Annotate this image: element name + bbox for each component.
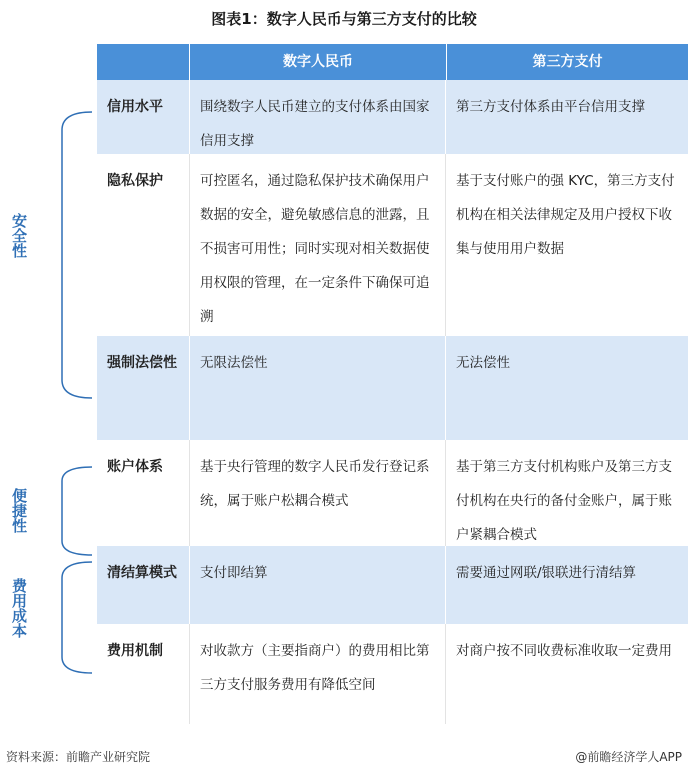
header-dcep: 数字人民币	[190, 44, 447, 80]
feature-cell: 信用水平	[107, 99, 163, 115]
table-row	[97, 440, 688, 546]
group-label-cost	[9, 578, 29, 643]
dcep-cell: 无限法偿性	[189, 336, 445, 440]
source-note: 资料来源：前瞻产业研究院	[6, 750, 151, 764]
header-third-party: 第三方支付	[532, 54, 603, 70]
dcep-cell: 对收款方（主要指商户）的费用相比第三方支付服务费用有降低空间	[189, 624, 445, 724]
table-row	[97, 336, 688, 440]
brand-note: @前瞻经济学人APP	[575, 750, 682, 764]
third-party-cell: 基于第三方支付机构账户及第三方支付机构在央行的备付金账户，属于账户紧耦合模式	[445, 440, 688, 546]
third-party-cell: 无法偿性	[445, 336, 688, 440]
feature-cell: 隐私保护	[107, 173, 163, 189]
dcep-cell: 支付即结算	[189, 546, 445, 624]
cost-bracket	[40, 560, 98, 675]
table-row	[97, 624, 688, 724]
chart-title: 图表1：数字人民币与第三方支付的比较	[211, 10, 477, 28]
header-feature	[97, 44, 190, 80]
group-label-security-text: 安全性	[10, 213, 28, 258]
dcep-cell: 基于央行管理的数字人民币发行登记系统，属于账户松耦合模式	[189, 440, 445, 546]
security-bracket	[40, 110, 98, 400]
dcep-cell: 可控匿名，通过隐私保护技术确保用户数据的安全，避免敏感信息的泄露，且不损害可用性；同时实现对相关数据使用权限的管理，在一定条件下确保可追溯	[189, 154, 445, 336]
group-label-convenience-text: 便捷性	[10, 488, 28, 533]
feature-cell: 费用机制	[107, 643, 163, 659]
table-row	[97, 80, 688, 154]
feature-cell: 清结算模式	[107, 565, 177, 581]
group-label-security	[9, 213, 29, 263]
convenience-bracket	[40, 465, 98, 557]
third-party-cell: 基于支付账户的强 KYC，第三方支付机构在相关法律规定及用户授权下收集与使用用户数据	[445, 154, 688, 336]
feature-cell: 强制法偿性	[107, 355, 177, 371]
third-party-cell: 需要通过网联/银联进行清结算	[445, 546, 688, 624]
table-header	[97, 44, 688, 80]
third-party-cell: 第三方支付体系由平台信用支撑	[445, 80, 688, 154]
third-party-cell: 对商户按不同收费标准收取一定费用	[445, 624, 688, 724]
table-row	[97, 546, 688, 624]
group-label-cost-text: 费用成本	[10, 578, 28, 638]
group-label-convenience	[9, 488, 29, 538]
table-row	[97, 154, 688, 336]
feature-cell: 账户体系	[107, 459, 163, 475]
dcep-cell: 围绕数字人民币建立的支付体系由国家信用支撑	[189, 80, 445, 154]
